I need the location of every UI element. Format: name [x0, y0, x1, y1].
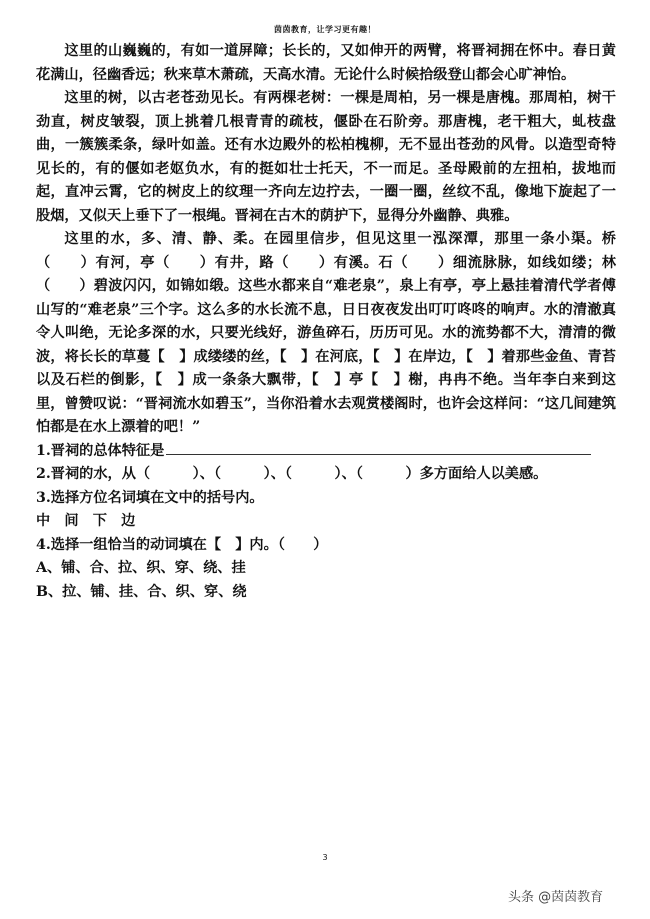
paragraph-water: 这里的水，多、清、静、柔。在园里信步，但见这里一泓深潭，那里一条小渠。桥（ ）有河，亭（ ）有井，路（ ）有溪。石（ ）细流脉脉，如线如缕；林（ ）碧波闪闪，如锦如缎。这些水都来自“难老泉”，泉上有亭，亭上悬挂着清代学者傅山写的“难老泉”三个字。这么多的水长流不息，日日夜夜发出叮叮咚咚的响声。水的清澈真令人叫绝，无论多深的水，只要光线好，游鱼碎石，历历可见。水的流势都不大，清清的微波，将长长的草蔓【 】成缕缕的丝，【 】在河底，【 】在岸边，【 】着那些金鱼、青苔以及石栏的倒影，【 】成一条条大飘带，【 】亭【 】榭，冉冉不绝。当年李白来到这里，曾赞叹说：“晋祠流水如碧玉”，当你沿着水去观赏楼阁时，也许会这样问：“这几间建筑怕都是在水上漂着的吧！”	[36, 231, 616, 435]
watermark: 头条 @茵茵教育	[508, 890, 604, 905]
document-body	[36, 40, 616, 604]
question-1	[36, 440, 616, 464]
question-4: 4.选择一组恰当的动词填在【 】内。（ ）	[36, 536, 328, 553]
option-b: B、拉、铺、挂、合、织、穿、绕	[36, 583, 247, 600]
page-number: 3	[322, 853, 328, 862]
paragraph-trees: 这里的树，以古老苍劲见长。有两棵老树：一棵是周柏，另一棵是唐槐。那周柏，树干劲直，树皮皱裂，顶上挑着几根青青的疏枝，偃卧在石阶旁。那唐槐，老干粗大，虬枝盘曲，一簇簇柔条，绿叶如盖。还有水边殿外的松柏槐柳，无不显出苍劲的风骨。以造型奇特见长的，有的偃如老妪负水，有的挺如壮士托天，不一而足。圣母殿前的左扭柏，拔地而起，直冲云霄，它的树皮上的纹理一齐向左边拧去，一圈一圈，丝纹不乱，像地下旋起了一股烟，又似天上垂下了一根绳。晋祠在古木的荫护下，显得分外幽静、典雅。	[36, 90, 616, 224]
paragraph-mountains: 这里的山巍巍的，有如一道屏障；长长的，又如伸开的两臂，将晋祠拥在怀中。春日黄花满山，径幽香远；秋来草木萧疏，天高水清。无论什么时候拾级登山都会心旷神怡。	[36, 43, 616, 83]
question-3: 3.选择方位名词填在文中的括号内。	[36, 489, 264, 506]
word-options: 中 间 下 边	[36, 513, 136, 529]
answer-blank-line	[166, 440, 591, 455]
option-a: A、铺、合、拉、织、穿、绕、挂	[36, 560, 246, 576]
question-2: 2.晋祠的水，从（ ）、（ ）、（ ）、（ ）多方面给人以美感。	[36, 466, 548, 482]
question-1-text: 1.晋祠的总体特征是	[36, 442, 165, 459]
page-header: 茵茵教育，让学习更有趣！	[274, 25, 376, 34]
